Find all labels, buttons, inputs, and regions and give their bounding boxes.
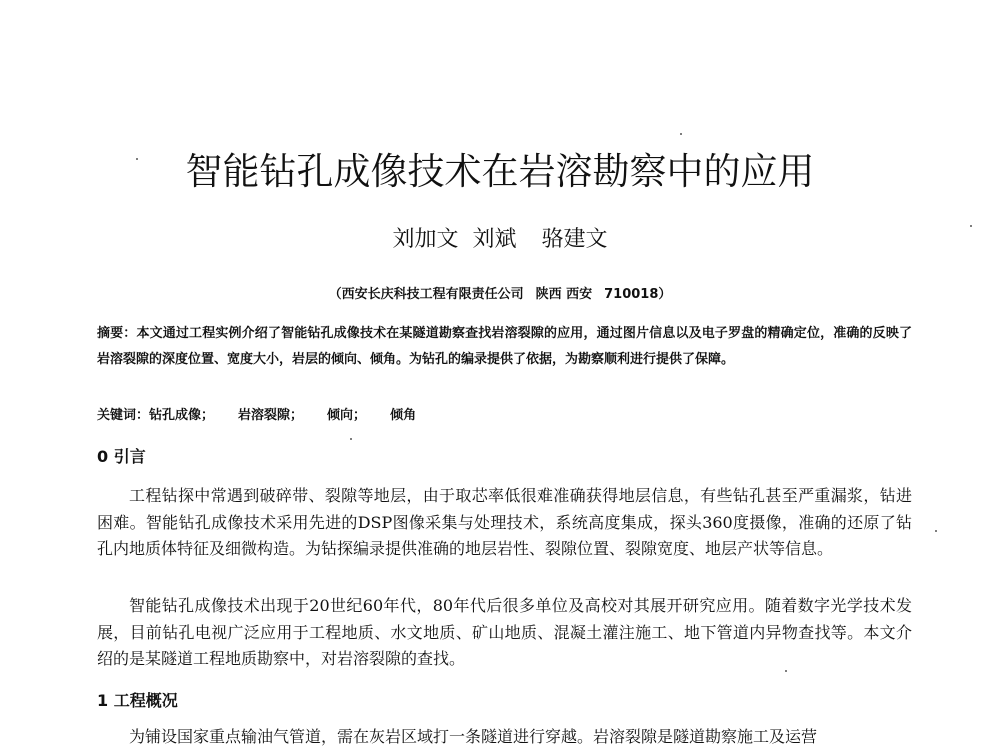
abstract-label: 摘要： [97, 326, 137, 341]
keywords [97, 405, 912, 427]
keyword-item: 倾向； [327, 408, 367, 423]
body-paragraph: 工程钻探中常遇到破碎带、裂隙等地层，由于取芯率低很难准确获得地层信息，有些钻孔甚至严重漏浆，钻进困难。智能钻孔成像技术采用先进的DSP图像采集与处理技术，系统高度集成，探头360度摄像，准确的还原了钻孔内地质体特征及细微构造。为钻探编录提供准确的地层岩性、裂隙位置、裂隙宽度、地层产状等信息。 [97, 486, 912, 558]
keyword-item: 钻孔成像； [149, 408, 215, 423]
abstract-text: 本文通过工程实例介绍了智能钻孔成像技术在某隧道勘察查找岩溶裂隙的应用，通过图片信息以及电子罗盘的精确定位，准确的反映了岩溶裂隙的深度位置、宽度大小，岩层的倾向、倾角。为钻孔的编录提供了依据，为勘察顺利进行提供了保障。 [97, 326, 912, 367]
affiliation-organization: （西安长庆科技工程有限责任公司 [328, 287, 524, 302]
scan-speck [350, 438, 352, 440]
scan-speck [680, 133, 682, 135]
author-list [0, 226, 1000, 254]
affiliation-postcode: 710018） [604, 287, 672, 302]
scan-speck [136, 158, 138, 160]
section-heading-introduction: 0 引言 [97, 447, 146, 466]
scan-speck [785, 670, 787, 672]
scan-speck [935, 530, 937, 532]
abstract [97, 321, 912, 373]
author-name: 刘斌 [472, 227, 517, 252]
author-name: 骆建文 [541, 227, 608, 252]
keyword-item: 倾角 [390, 408, 417, 423]
affiliation-location: 陕西 西安 [535, 287, 593, 302]
scan-speck [970, 225, 972, 227]
body-paragraph: 为铺设国家重点输油气管道，需在灰岩区域打一条隧道进行穿越。岩溶裂隙是隧道勘察施工及运营 [129, 727, 818, 746]
keywords-label: 关键词： [97, 408, 150, 423]
author-name: 刘加文 [392, 227, 459, 252]
section-heading-project-overview: 1 工程概况 [97, 691, 178, 710]
paper-title: 智能钻孔成像技术在岩溶勘察中的应用 [185, 150, 815, 193]
body-paragraph: 智能钻孔成像技术出现于20世纪60年代，80年代后很多单位及高校对其展开研究应用。随着数字光学技术发展，目前钻孔电视广泛应用于工程地质、水文地质、矿山地质、混凝土灌注施工、地下管道内异物查找等。本文介绍的是某隧道工程地质勘察中，对岩溶裂隙的查找。 [97, 596, 912, 668]
affiliation [0, 286, 1000, 304]
keyword-item: 岩溶裂隙； [238, 408, 304, 423]
